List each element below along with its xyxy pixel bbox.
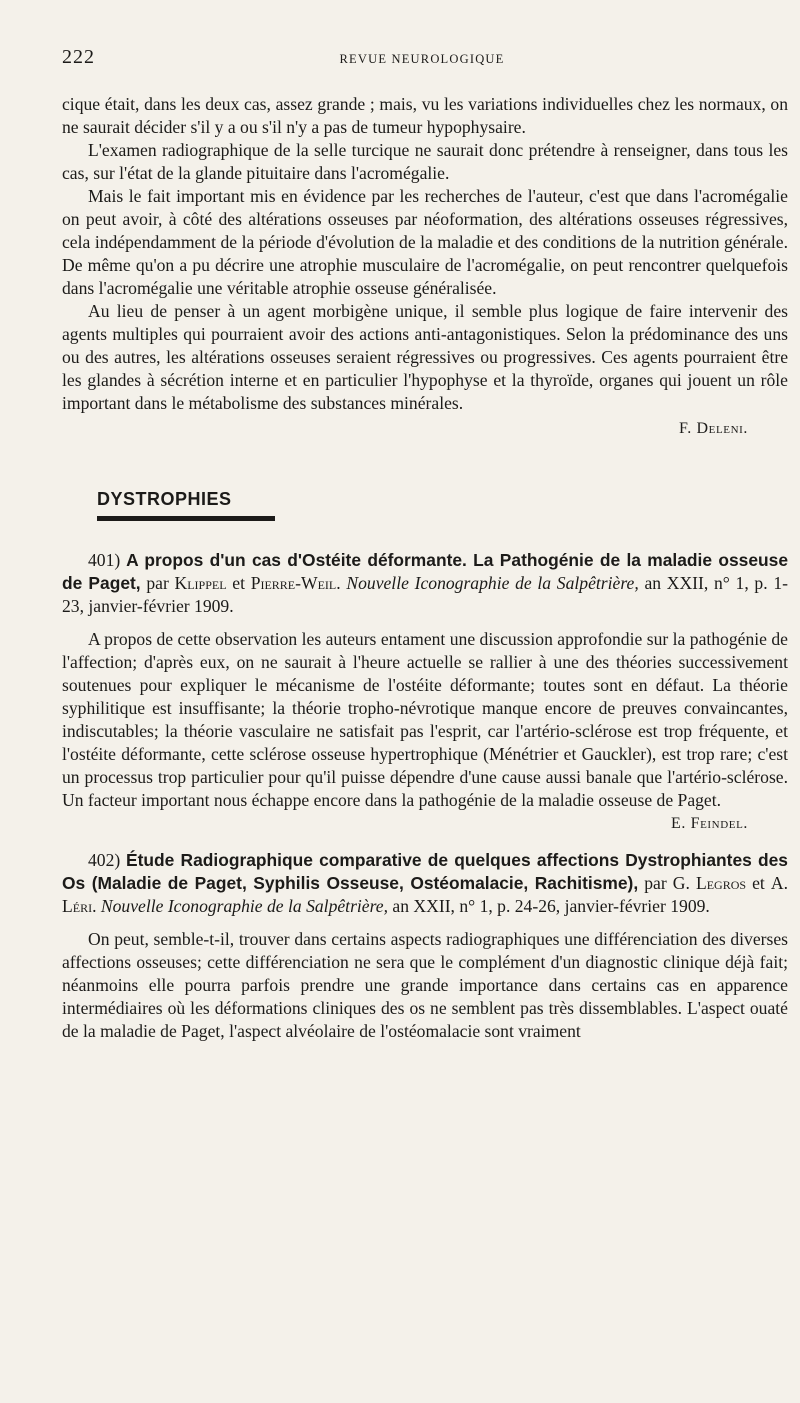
page-body (62, 93, 788, 1043)
entry-title: A propos d'un cas d'Ostéite déformante. La Pathogénie de la maladie osseuse de Paget, (62, 550, 788, 593)
entry-journal: Nouvelle Iconographie de la Salpêtrière, (340, 573, 639, 593)
entry-author: G. Legros (672, 873, 747, 893)
entry-by: par (140, 573, 175, 593)
reviewer-signature (62, 417, 748, 440)
running-title: REVUE NEUROLOGIQUE (339, 52, 505, 66)
section-heading: DYSTROPHIES (97, 489, 232, 509)
entry-body: A propos de cette observation les auteurs entament une discussion approfondie sur la pathogénie de l'affection; d'après eux, on ne saurait à l'heure actuelle se rallier à une des théories successivement soutenues pour expliquer le mécanisme de l'ostéite déformante; toutes sont en défaut. La théorie syphilitique est insuffisante; la théorie tropho-névrotique manque encore de preuves convaincantes, indiscutables; la théorie vasculaire ne satisfait pas l'esprit, car l'artério-sclérose est trop fréquente, et l'ostéite déformante, cette sclérose osseuse hypertrophique (Ménétrier et Gauckler), est trop rare; c'est un processus trop particulier pour qu'il puisse dépendre d'une cause aussi banale que l'artério-sclérose. Un facteur important nous échappe encore dans la pathogénie de la maladie osseuse de Paget. (62, 629, 788, 810)
entry-author: Klippel (174, 573, 227, 593)
review-entry-402 (62, 849, 788, 1043)
entry-number: 401) (88, 550, 121, 570)
entry-author: Pierre-Weil. (250, 573, 341, 593)
entry-journal: Nouvelle Iconographie de la Salpêtrière, (96, 896, 389, 916)
signature-name: Deleni. (696, 420, 748, 437)
review-entry-401 (62, 549, 788, 835)
entry-and: et (226, 573, 251, 593)
paragraph: Au lieu de penser à un agent morbigène unique, il semble plus logique de faire intervenir des agents multiples qui pourraient avoir des actions anti-antagonistiques. Selon la prédominance des uns ou des autres, les altérations osseuses seraient régressives ou progressives. Ces agents pourraient être les glandes à sécrétion interne et en particulier l'hypophyse et la thyroïde, organes qui jouent un rôle important dans le métabolisme des substances minérales. (62, 301, 788, 413)
entry-citation: an XXII, n° 1, p. 24-26, janvier-février 1909. (388, 896, 710, 916)
reviewer-signature (62, 812, 748, 835)
section-underline (97, 516, 275, 521)
entry-author: A. Léri. (62, 873, 788, 916)
entry-and: et (746, 873, 771, 893)
entry-citation: an XXII, n° 1, p. 1-23, janvier-février 1909. (62, 573, 788, 616)
signature-initial: F. (679, 420, 697, 437)
entry-heading (62, 549, 788, 618)
entry-title: Étude Radiographique comparative de quelques affections Dystrophiantes des Os (Maladie de Paget, Syphilis Osseuse, Ostéomalacie, Rachitisme), (62, 850, 788, 893)
paragraph: L'examen radiographique de la selle turcique ne saurait donc prétendre à renseigner, dans tous les cas, sur l'état de la glande pituitaire dans l'acromégalie. (62, 140, 788, 183)
page-header (62, 46, 782, 72)
prior-review (62, 93, 788, 440)
paragraph: Mais le fait important mis en évidence par les recherches de l'auteur, c'est que dans l'acromégalie on peut avoir, à côté des altérations osseuses par néoformation, des altérations osseuses régressives, cela indépendamment de la période d'évolution de la maladie et des conditions de la nutrition générale. De même qu'on a pu décrire une atrophie musculaire de l'acromégalie, on peut rencontrer quelquefois dans l'acromégalie une véritable atrophie osseuse généralisée. (62, 186, 788, 298)
entry-number: 402) (88, 850, 121, 870)
signature-initial: E. (671, 815, 691, 832)
signature-name: Feindel. (690, 815, 748, 832)
entry-by: par (638, 873, 673, 893)
entry-heading (62, 849, 788, 918)
page-number: 222 (62, 46, 95, 68)
paragraph: cique était, dans les deux cas, assez grande ; mais, vu les variations individuelles chez les normaux, on ne saurait décider s'il y a ou s'il n'y a pas de tumeur hypophysaire. (62, 94, 788, 137)
entry-body: On peut, semble-t-il, trouver dans certains aspects radiographiques une différenciation des diverses affections osseuses; cette différenciation ne sera que le complément d'un diagnostic clinique déjà fait; néanmoins elle pourra parfois prendre une grande importance dans certains cas en apparence intermédiaires où les déformations cliniques des os ne semblent pas très dissemblables. L'aspect ouaté de la maladie de Paget, l'aspect alvéolaire de l'ostéomalacie sont vraiment (62, 929, 788, 1041)
